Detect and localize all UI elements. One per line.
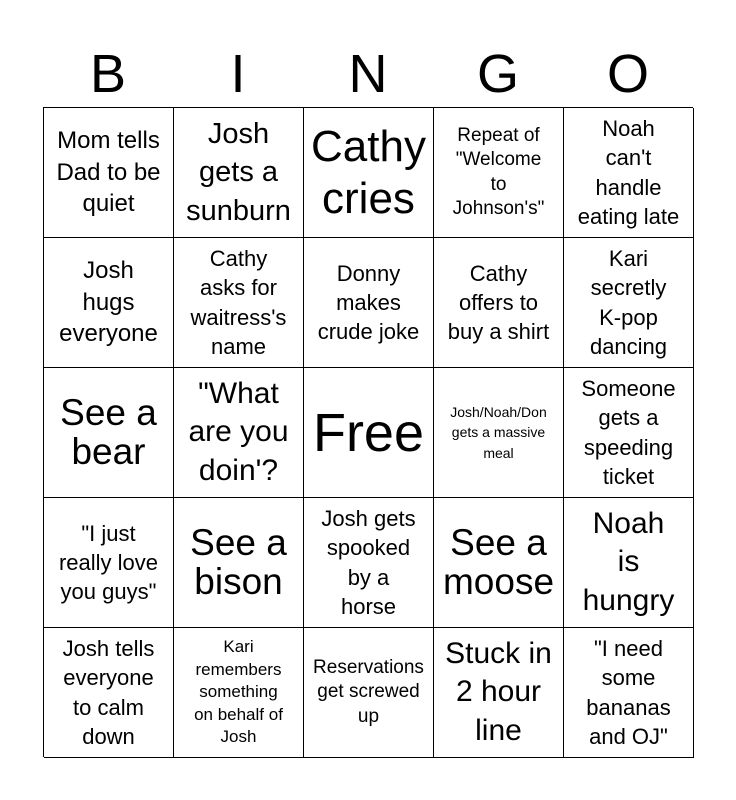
header-letter-o: O (606, 44, 649, 104)
cell-text: Josh/Noah/Don gets a massive meal (450, 404, 547, 461)
bingo-cell[interactable] (174, 108, 304, 238)
bingo-cell[interactable] (564, 498, 694, 628)
cell-text: Reservations get screwed up (313, 657, 424, 727)
cell-text: Donny makes crude joke (317, 260, 420, 345)
bingo-cell[interactable] (174, 368, 304, 498)
cell-text: Someone gets a speeding ticket (581, 376, 676, 489)
bingo-cell[interactable] (44, 498, 174, 628)
bingo-cell[interactable] (304, 108, 434, 238)
cell-text: Cathy offers to buy a shirt (447, 260, 550, 345)
cell-text: Josh tells everyone to calm down (62, 636, 155, 749)
bingo-cell[interactable] (44, 238, 174, 368)
bingo-cell[interactable] (434, 108, 564, 238)
cell-text: Mom tells Dad to be quiet (56, 126, 161, 218)
header-letter-i: I (230, 44, 246, 104)
bingo-header (43, 40, 693, 108)
bingo-cell[interactable] (44, 628, 174, 758)
bingo-cell[interactable] (174, 498, 304, 628)
free-space[interactable] (304, 368, 434, 498)
cell-text: Kari secretly K-pop dancing (589, 246, 668, 359)
bingo-cell[interactable] (304, 498, 434, 628)
cell-text: Josh gets spooked by a horse (321, 506, 416, 619)
bingo-card (43, 107, 693, 757)
cell-text: See a moose (442, 521, 555, 602)
bingo-cell[interactable] (564, 628, 694, 758)
cell-text: Free (312, 402, 425, 463)
cell-text: Josh hugs everyone (59, 256, 158, 348)
header-letter-g: G (476, 44, 519, 104)
cell-text: Josh gets a sunburn (186, 118, 291, 227)
cell-text: Repeat of "Welcome to Johnson's" (452, 124, 545, 219)
bingo-cell[interactable] (564, 108, 694, 238)
cell-text: Kari remembers something on behalf of Josh (194, 637, 283, 747)
cell-text: Cathy asks for waitress's name (190, 246, 287, 359)
bingo-cell[interactable] (174, 238, 304, 368)
cell-text: Noah is hungry (582, 507, 675, 617)
bingo-cell[interactable] (434, 498, 564, 628)
bingo-cell[interactable] (44, 368, 174, 498)
cell-text: Noah can't handle eating late (577, 116, 680, 229)
header-letter-b: B (89, 44, 127, 104)
bingo-cell[interactable] (434, 628, 564, 758)
bingo-cell[interactable] (174, 628, 304, 758)
bingo-cell[interactable] (304, 238, 434, 368)
bingo-cell[interactable] (434, 238, 564, 368)
header-letter-n: N (348, 44, 388, 104)
bingo-cell[interactable] (44, 108, 174, 238)
cell-text: "I need some bananas and OJ" (586, 636, 671, 749)
cell-text: See a bison (190, 521, 287, 602)
bingo-cell[interactable] (564, 238, 694, 368)
cell-text: Cathy cries (311, 121, 426, 223)
cell-text: Stuck in 2 hour line (445, 637, 552, 747)
cell-text: See a bear (60, 391, 157, 472)
bingo-cell[interactable] (304, 628, 434, 758)
cell-text: "I just really love you guys" (58, 520, 159, 605)
bingo-cell[interactable] (434, 368, 564, 498)
cell-text: "What are you doin'? (188, 377, 289, 487)
bingo-cell[interactable] (564, 368, 694, 498)
